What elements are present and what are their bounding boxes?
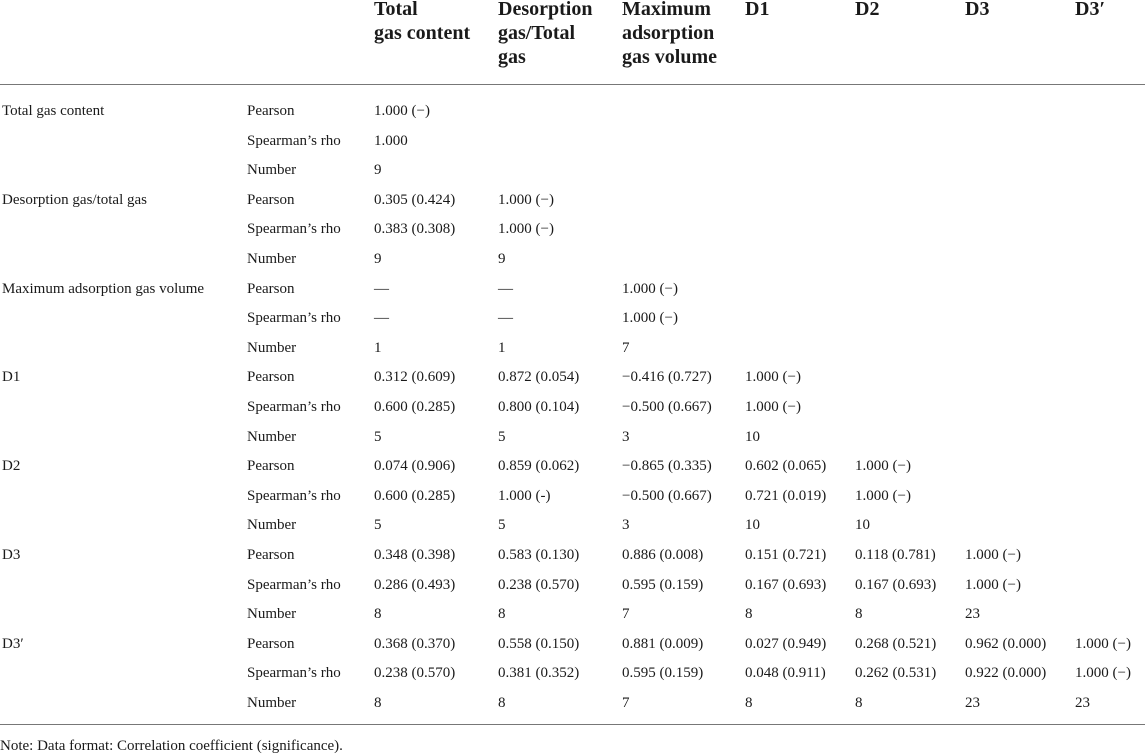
table-cell: 0.151 (0.721) (745, 547, 827, 563)
variable-label: Desorption gas/total gas (2, 191, 147, 208)
table-cell: 0.312 (0.609) (374, 369, 456, 386)
table-cell: 0.167 (0.693) (855, 576, 937, 593)
variable-label: Maximum adsorption gas volume (2, 280, 205, 297)
table-cell: — (498, 310, 513, 327)
table-cell: 0.872 (0.054) (498, 369, 580, 386)
table-cell: 8 (498, 695, 506, 711)
table-cell: 0.595 (0.159) (622, 576, 704, 593)
table-cell: 1.000 (−) (1075, 665, 1131, 682)
table-cell: 0.600 (0.285) (374, 487, 456, 504)
table-cell: 0.348 (0.398) (374, 547, 456, 563)
table-cell: −0.416 (0.727) (622, 369, 712, 386)
table-cell: 7 (622, 695, 630, 711)
footer-rule (0, 724, 1145, 725)
statistic-label: Spearman’s rho (247, 487, 341, 504)
variable-label: Total gas content (2, 103, 105, 119)
table-cell: 1.000 (-) (498, 487, 551, 504)
column-header: D3 (965, 0, 990, 20)
variable-label: D3′ (2, 635, 24, 652)
table-cell: 10 (855, 517, 870, 534)
table-cell: 0.368 (0.370) (374, 635, 456, 652)
table-cell: 1.000 (−) (622, 310, 678, 327)
statistic-label: Spearman’s rho (247, 665, 341, 682)
column-header: D1 (745, 0, 770, 20)
table-cell: 0.262 (0.531) (855, 665, 937, 682)
variable-label: D1 (2, 369, 21, 386)
table-cell: 0.800 (0.104) (498, 399, 580, 415)
table-cell: 0.286 (0.493) (374, 576, 456, 593)
statistic-label: Number (247, 339, 297, 356)
statistic-label: Pearson (247, 103, 295, 119)
column-header: D3′ (1075, 0, 1106, 20)
table-cell: −0.500 (0.667) (622, 399, 712, 415)
table-cell: 5 (374, 517, 382, 534)
table-cell: 1.000 (−) (498, 221, 554, 238)
column-header: Desorption gas/Total gas (498, 0, 593, 68)
table-cell: 0.238 (0.570) (374, 665, 456, 682)
statistic-label: Number (247, 517, 297, 534)
table-cell: 8 (745, 695, 753, 711)
table-cell: 7 (622, 339, 630, 356)
table-cell: 0.048 (0.911) (745, 665, 826, 682)
table-cell: 10 (745, 517, 760, 534)
table-cell: 0.118 (0.781) (855, 547, 936, 563)
table-cell: 0.859 (0.062) (498, 458, 580, 475)
table-cell: 8 (374, 606, 382, 623)
table-cell: 0.922 (0.000) (965, 665, 1047, 682)
table-cell: 23 (965, 695, 980, 711)
table-cell: 1.000 (374, 132, 408, 149)
table-cell: 5 (498, 517, 506, 534)
table-cell: 23 (1075, 695, 1090, 711)
table-cell: 0.167 (0.693) (745, 576, 827, 593)
table-cell: 9 (374, 162, 382, 179)
table-cell: 8 (855, 695, 863, 711)
table-note: Note: Data format: Correlation coefficient (significance). (0, 738, 343, 754)
table-cell: 0.383 (0.308) (374, 221, 456, 238)
table-cell: 1.000 (−) (622, 280, 678, 297)
table-cell: 1 (498, 339, 506, 356)
statistic-label: Pearson (247, 458, 295, 475)
statistic-label: Number (247, 251, 297, 267)
table-cell: 0.721 (0.019) (745, 487, 827, 504)
statistic-label: Spearman’s rho (247, 399, 341, 415)
table-cell: 3 (622, 517, 630, 534)
table-cell: 0.305 (0.424) (374, 191, 456, 208)
table-cell: — (498, 280, 513, 297)
table-cell: 0.886 (0.008) (622, 547, 704, 563)
statistic-label: Spearman’s rho (247, 576, 341, 593)
table-cell: 0.881 (0.009) (622, 635, 704, 652)
column-header: Maximum adsorption gas volume (622, 0, 717, 68)
table-cell: 1.000 (−) (374, 103, 430, 119)
table-cell: 8 (374, 695, 382, 711)
table-cell: 0.027 (0.949) (745, 635, 827, 652)
table-cell: 0.381 (0.352) (498, 665, 580, 682)
table-cell: — (374, 280, 389, 297)
table-cell: 8 (498, 606, 506, 623)
table-cell: 0.558 (0.150) (498, 635, 580, 652)
table-cell: 0.268 (0.521) (855, 635, 937, 652)
statistic-label: Pearson (247, 369, 295, 386)
statistic-label: Spearman’s rho (247, 221, 341, 238)
table-cell: 0.583 (0.130) (498, 547, 580, 563)
statistic-label: Pearson (247, 280, 295, 297)
statistic-label: Number (247, 695, 297, 711)
statistic-label: Pearson (247, 547, 295, 563)
table-cell: 5 (374, 428, 382, 445)
table-cell: 0.602 (0.065) (745, 458, 827, 475)
table-cell: 1.000 (−) (965, 576, 1021, 593)
column-header: Total gas content (374, 0, 471, 44)
table-cell: 0.238 (0.570) (498, 576, 580, 593)
variable-label: D2 (2, 458, 21, 475)
table-cell: 1.000 (−) (1075, 635, 1131, 652)
table-cell: 0.600 (0.285) (374, 399, 456, 415)
table-cell: 1.000 (−) (498, 191, 554, 208)
statistic-label: Pearson (247, 635, 295, 652)
table-cell: 0.962 (0.000) (965, 635, 1047, 652)
table-cell: 3 (622, 428, 630, 445)
table-cell: −0.500 (0.667) (622, 487, 712, 504)
table-cell: 9 (374, 251, 382, 267)
statistic-label: Spearman’s rho (247, 132, 341, 149)
variable-label: D3 (2, 547, 21, 563)
table-cell: 9 (498, 251, 506, 267)
table-cell: 1.000 (−) (745, 369, 801, 386)
table-cell: 0.074 (0.906) (374, 458, 456, 475)
table-cell: 1.000 (−) (745, 399, 801, 415)
table-cell: 1.000 (−) (855, 487, 911, 504)
header-rule (0, 84, 1145, 85)
table-cell: 8 (745, 606, 753, 623)
table-cell: 7 (622, 606, 630, 623)
statistic-label: Number (247, 606, 297, 623)
table-cell: 10 (745, 428, 760, 445)
statistic-label: Number (247, 428, 297, 445)
table-cell: 1.000 (−) (965, 547, 1021, 563)
table-cell: 1 (374, 339, 382, 356)
statistic-label: Spearman’s rho (247, 310, 341, 327)
table-cell: 8 (855, 606, 863, 623)
table-cell: 5 (498, 428, 506, 445)
statistic-label: Number (247, 162, 297, 179)
table-cell: 0.595 (0.159) (622, 665, 704, 682)
table-cell: −0.865 (0.335) (622, 458, 712, 475)
column-header: D2 (855, 0, 880, 20)
table-cell: 23 (965, 606, 980, 623)
table-cell: — (374, 310, 389, 327)
table-cell: 1.000 (−) (855, 458, 911, 475)
statistic-label: Pearson (247, 191, 295, 208)
